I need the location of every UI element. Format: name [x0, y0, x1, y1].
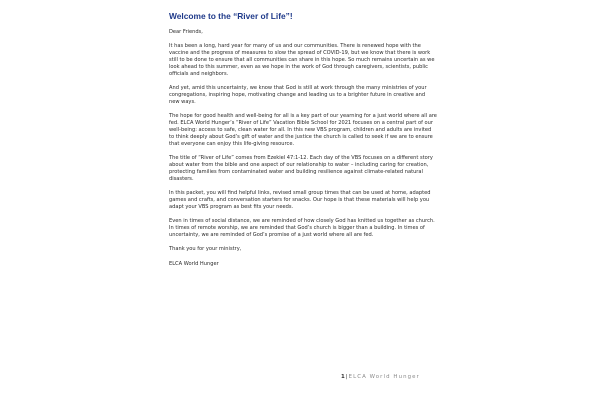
letter-paragraph-1: It has been a long, hard year for many of us and our communities. There is renewed hope with the vaccine and the progress of measures to slow the spread of COVID-19, but we know that there is work still to be done to ensure that all communities can share in this hope. So much remains uncertain as we look ahead to this summer, even as we hope in the work of God through caregivers, scientists, public officials and neighbors.: [169, 43, 435, 77]
page-footer: [341, 374, 420, 380]
footer-organization: ELCA World Hunger: [348, 374, 420, 380]
letter-paragraph-2: And yet, amid this uncertainty, we know that God is still at work through the many ministries of your congregations, inspiring hope, motivating change and leading us to a brighter future in creative and new ways.: [169, 85, 427, 106]
letter-closing: Thank you for your ministry,: [169, 246, 242, 253]
letter-body: [169, 10, 437, 275]
letter-paragraph-5: In this packet, you will find helpful links, revised small group times that can be used at home, adapted games and crafts, and conversation starters for snacks. Our hope is that these materials will help you adapt your VBS program as best fits your needs.: [169, 190, 431, 211]
letter-paragraph-3: The hope for good health and well-being for all is a key part of our yearning for a just world where all are fed. ELCA World Hunger’s “River of Life” Vacation Bible School for 2021 focuses on a central part of our well-being: access to safe, clean water for all. In this new VBS program, children and adults are invited to think deeply about God’s gift of water and the justice the church is called to seek if we are to ensure that everyone can enjoy this life-giving resource.: [169, 113, 437, 147]
letter-paragraph-4: The title of “River of Life” comes from Ezekiel 47:1-12. Each day of the VBS focuses on a different story about water from the bible and one aspect of our relationship to water – including caring for creation, protecting families from contaminated water and building resilience against climate-related natural disasters.: [169, 155, 433, 182]
letter-title: Welcome to the “River of Life”!: [169, 11, 293, 21]
page-number: 1: [341, 374, 345, 380]
letter-signature: ELCA World Hunger: [169, 260, 219, 267]
footer-separator: |: [345, 374, 348, 380]
letter-greeting: Dear Friends,: [169, 29, 203, 35]
letter-paragraph-6: Even in times of social distance, we are reminded of how closely God has knitted us together as church. In times of remote worship, we are reminded that God’s church is bigger than a building. In times of uncertainty, we are reminded of God’s promise of a just world where all are fed.: [169, 218, 435, 239]
